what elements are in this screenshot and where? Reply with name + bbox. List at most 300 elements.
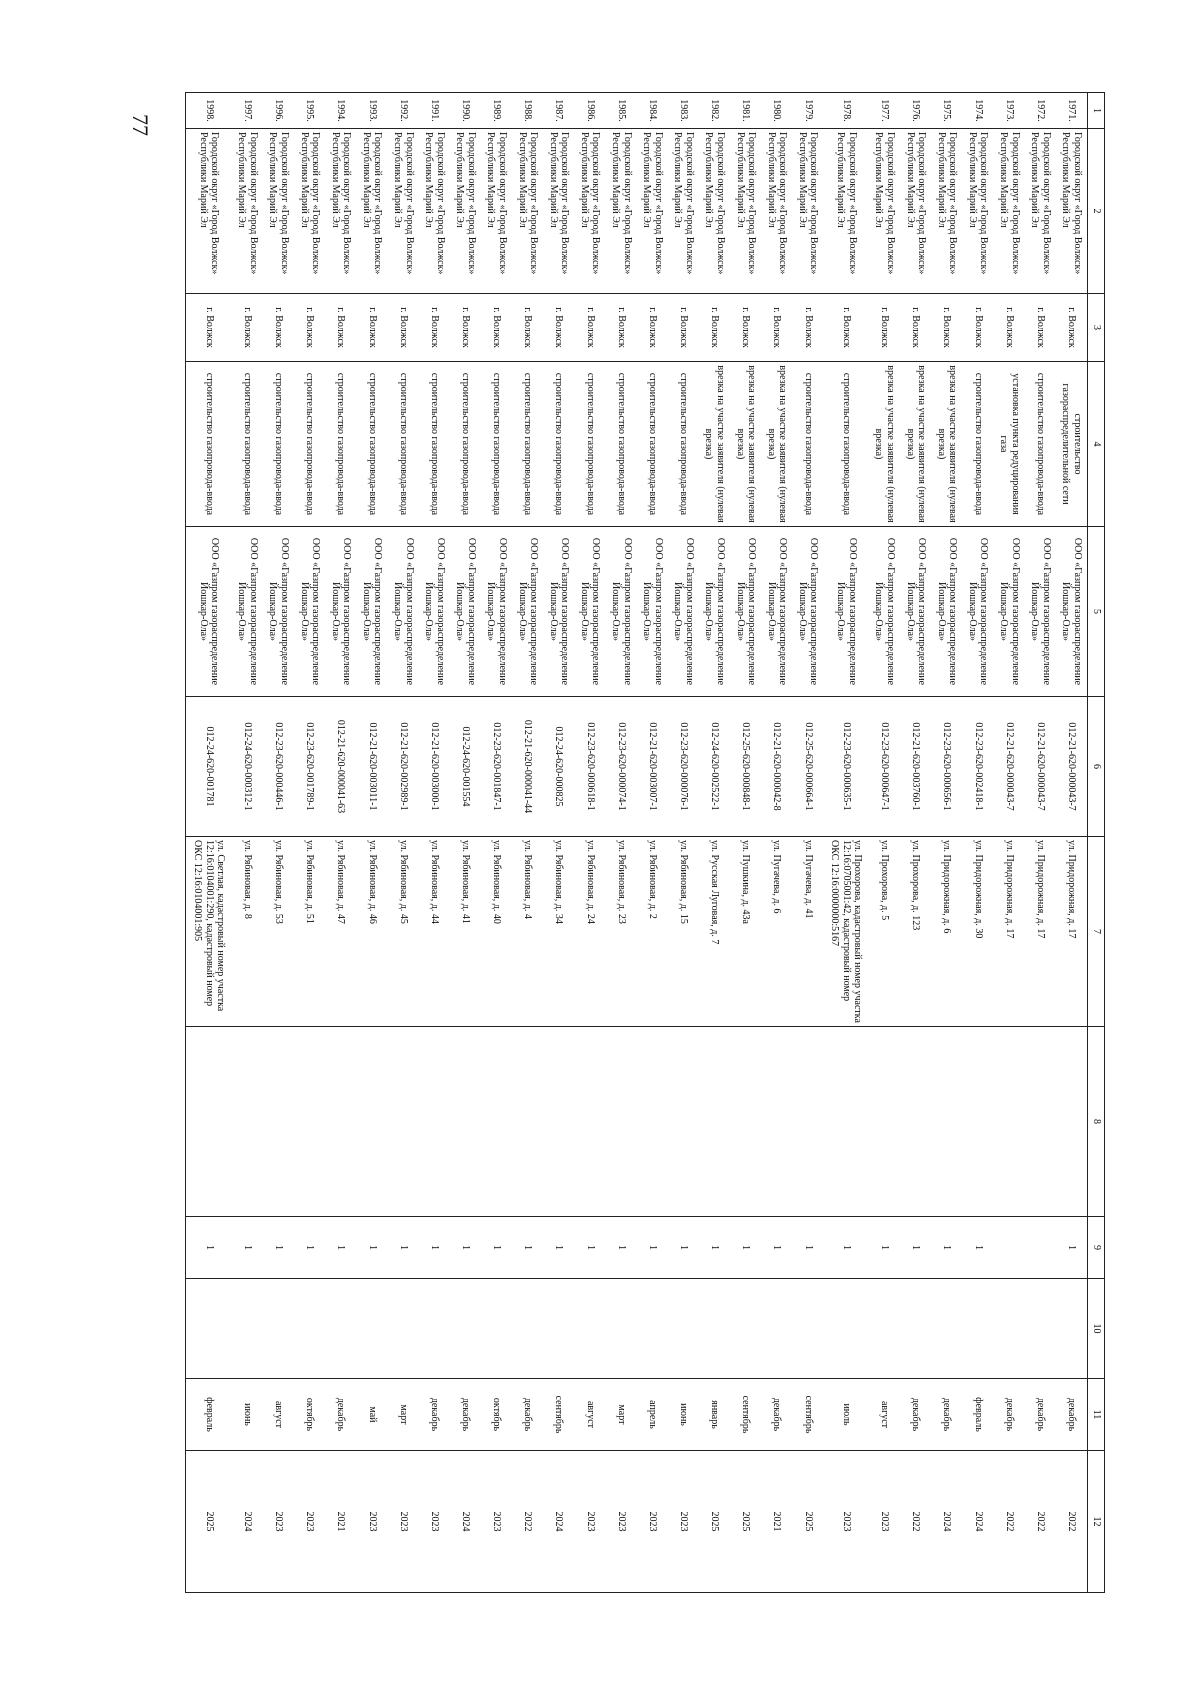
address-cell: ул. Русская Луговая, д. 7 [699,837,730,1027]
work-type-cell: строительство газопровода-ввода [637,362,668,527]
work-type-cell: строительство газопровода-ввода [419,362,450,527]
col10-cell [637,1279,668,1379]
row-number: 1993. [356,93,387,129]
district-cell: Городской округ «Город Волжск» Республики Марий Эл [931,129,962,294]
table-row [419,93,450,1593]
registration-code-cell: 012-24-620-001781 [186,697,232,837]
table-row [699,93,730,1593]
col10-cell [232,1279,263,1379]
district-cell: Городской округ «Город Волжск» Республики Марий Эл [668,129,699,294]
year-cell: 2025 [730,1451,761,1593]
year-cell: 2023 [823,1451,868,1593]
registration-code-cell: 012-24-620-000825 [543,697,574,837]
district-cell: Городской округ «Город Волжск» Республики Марий Эл [605,129,636,294]
col8-cell [730,1027,761,1217]
col8-cell [543,1027,574,1217]
table-row [1056,93,1088,1593]
address-cell: ул. Рябиновая, д. 40 [481,837,512,1027]
col9-cell: 1 [823,1217,868,1279]
year-cell: 2024 [543,1451,574,1593]
city-cell: г. Волжск [823,294,868,362]
row-number: 1979. [792,93,823,129]
col9-cell: 1 [263,1217,294,1279]
col10-cell [356,1279,387,1379]
year-cell: 2022 [512,1451,543,1593]
address-cell: ул. Придорожная, д. 30 [962,837,993,1027]
organization-cell: ООО «Газпром газораспределение Йошкар-Ола» [993,527,1024,697]
table-row [792,93,823,1593]
col8-cell [419,1027,450,1217]
col9-cell: 1 [1056,1217,1088,1279]
organization-cell: ООО «Газпром газораспределение Йошкар-Ола» [263,527,294,697]
registration-code-cell: 012-21-620-000043-7 [993,697,1024,837]
col8-cell [823,1027,868,1217]
organization-cell: ООО «Газпром газораспределение Йошкар-Ола» [186,527,232,697]
organization-cell: ООО «Газпром газораспределение Йошкар-Ола» [730,527,761,697]
row-number: 1984. [637,93,668,129]
year-cell: 2022 [1025,1451,1056,1593]
col10-cell [574,1279,605,1379]
row-number: 1988. [512,93,543,129]
district-cell: Городской округ «Город Волжск» Республики Марий Эл [481,129,512,294]
year-cell: 2023 [574,1451,605,1593]
organization-cell: ООО «Газпром газораспределение Йошкар-Ола» [232,527,263,697]
work-type-cell: строительство газопровода-ввода [387,362,418,527]
organization-cell: ООО «Газпром газораспределение Йошкар-Ола» [1025,527,1056,697]
row-number: 1982. [699,93,730,129]
column-header-12: 12 [1088,1451,1105,1593]
work-type-cell: врезка на участке заявителя (нулевая врезка) [900,362,931,527]
table-row [730,93,761,1593]
district-cell: Городской округ «Город Волжск» Республики Марий Эл [543,129,574,294]
district-cell: Городской округ «Город Волжск» Республики Марий Эл [1025,129,1056,294]
city-cell: г. Волжск [792,294,823,362]
year-cell: 2022 [1056,1451,1088,1593]
col8-cell [962,1027,993,1217]
col9-cell: 1 [900,1217,931,1279]
month-cell: декабрь [419,1379,450,1451]
col8-cell [1056,1027,1088,1217]
year-cell: 2023 [637,1451,668,1593]
col10-cell [993,1279,1024,1379]
col9-cell: 1 [186,1217,232,1279]
col9-cell [1025,1217,1056,1279]
address-cell: ул. Светлая, кадастровый номер участка 12:16:0104001:290, кадастровый номер ОКС 12:16:0104001:905 [186,837,232,1027]
col8-cell [993,1027,1024,1217]
col9-cell: 1 [419,1217,450,1279]
year-cell: 2025 [699,1451,730,1593]
address-cell: ул. Придорожная, д. 17 [1025,837,1056,1027]
registration-code-cell: 012-23-620-001847-1 [481,697,512,837]
row-number: 1998. [186,93,232,129]
column-number-row [1088,93,1105,1593]
year-cell: 2023 [419,1451,450,1593]
city-cell: г. Волжск [637,294,668,362]
city-cell: г. Волжск [962,294,993,362]
registration-code-cell: 012-21-620-003011-1 [356,697,387,837]
district-cell: Городской округ «Город Волжск» Республики Марий Эл [232,129,263,294]
work-type-cell: врезка на участке заявителя (нулевая врезка) [869,362,900,527]
month-cell: сентябрь [792,1379,823,1451]
city-cell: г. Волжск [232,294,263,362]
row-number: 1990. [450,93,481,129]
year-cell: 2023 [605,1451,636,1593]
col10-cell [263,1279,294,1379]
year-cell: 2021 [325,1451,356,1593]
address-cell: ул. Рябиновая, д. 23 [605,837,636,1027]
month-cell: декабрь [761,1379,792,1451]
row-number: 1997. [232,93,263,129]
col9-cell: 1 [668,1217,699,1279]
col8-cell [637,1027,668,1217]
address-cell: ул. Рябиновая, д. 4 [512,837,543,1027]
col10-cell [186,1279,232,1379]
month-cell: июнь [232,1379,263,1451]
table-row [637,93,668,1593]
col9-cell: 1 [761,1217,792,1279]
registration-code-cell: 012-21-620-003760-1 [900,697,931,837]
table-row [931,93,962,1593]
month-cell: декабрь [512,1379,543,1451]
col9-cell: 1 [637,1217,668,1279]
col10-cell [869,1279,900,1379]
col10-cell [419,1279,450,1379]
address-cell: ул. Придорожная, д. 6 [931,837,962,1027]
address-cell: ул. Рябиновая, д. 47 [325,837,356,1027]
organization-cell: ООО «Газпром газораспределение Йошкар-Ола» [761,527,792,697]
col8-cell [481,1027,512,1217]
district-cell: Городской округ «Город Волжск» Республики Марий Эл [419,129,450,294]
row-number: 1975. [931,93,962,129]
address-cell: ул. Рябиновая, д. 51 [294,837,325,1027]
address-cell: ул. Пугачева, д. 41 [792,837,823,1027]
city-cell: г. Волжск [263,294,294,362]
registration-code-cell: 012-21-620-000043-7 [1025,697,1056,837]
row-number: 1996. [263,93,294,129]
col8-cell [605,1027,636,1217]
col10-cell [481,1279,512,1379]
month-cell: январь [699,1379,730,1451]
row-number: 1983. [668,93,699,129]
registration-code-cell: 012-21-620-003007-1 [637,697,668,837]
district-cell: Городской округ «Город Волжск» Республики Марий Эл [869,129,900,294]
row-number: 1980. [761,93,792,129]
city-cell: г. Волжск [419,294,450,362]
district-cell: Городской округ «Город Волжск» Республики Марий Эл [574,129,605,294]
row-number: 1978. [823,93,868,129]
col10-cell [699,1279,730,1379]
year-cell: 2024 [450,1451,481,1593]
col8-cell [232,1027,263,1217]
registration-code-cell: 012-21-620-002989-1 [387,697,418,837]
work-type-cell: врезка на участке заявителя (нулевая врезка) [761,362,792,527]
registration-code-cell: 012-23-620-000656-1 [931,697,962,837]
work-type-cell: врезка на участке заявителя (нулевая врезка) [699,362,730,527]
row-number: 1989. [481,93,512,129]
table-row [761,93,792,1593]
table-row [512,93,543,1593]
month-cell: июнь [668,1379,699,1451]
year-cell: 2023 [356,1451,387,1593]
work-type-cell: строительство газопровода-ввода [481,362,512,527]
row-number: 1985. [605,93,636,129]
address-cell: ул. Придорожная, д. 17 [1056,837,1088,1027]
column-header-2: 2 [1088,129,1105,294]
city-cell: г. Волжск [730,294,761,362]
year-cell: 2023 [294,1451,325,1593]
address-cell: ул. Прохорова, д. 5 [869,837,900,1027]
district-cell: Городской округ «Город Волжск» Республики Марий Эл [512,129,543,294]
col9-cell: 1 [325,1217,356,1279]
month-cell: сентябрь [543,1379,574,1451]
registration-code-cell: 012-21-620-000042-8 [761,697,792,837]
registration-code-cell: 012-23-620-000446-1 [263,697,294,837]
col9-cell: 1 [543,1217,574,1279]
row-number: 1987. [543,93,574,129]
month-cell: март [387,1379,418,1451]
registration-code-cell: 012-23-620-000074-1 [605,697,636,837]
address-cell: ул. Рябиновая, д. 2 [637,837,668,1027]
district-cell: Городской округ «Город Волжск» Республики Марий Эл [792,129,823,294]
registration-code-cell: 012-23-620-000076-1 [668,697,699,837]
city-cell: г. Волжск [993,294,1024,362]
col8-cell [931,1027,962,1217]
city-cell: г. Волжск [481,294,512,362]
col10-cell [792,1279,823,1379]
work-type-cell: строительство газопровода-ввода [823,362,868,527]
column-header-11: 11 [1088,1379,1105,1451]
organization-cell: ООО «Газпром газораспределение Йошкар-Ола» [450,527,481,697]
col8-cell [574,1027,605,1217]
registration-code-cell: 012-25-620-000848-1 [730,697,761,837]
table-row [574,93,605,1593]
column-header-3: 3 [1088,294,1105,362]
organization-cell: ООО «Газпром газораспределение Йошкар-Ола» [356,527,387,697]
col10-cell [543,1279,574,1379]
col9-cell: 1 [387,1217,418,1279]
work-type-cell: строительство газопровода-ввода [605,362,636,527]
col9-cell: 1 [792,1217,823,1279]
col10-cell [668,1279,699,1379]
year-cell: 2024 [931,1451,962,1593]
col10-cell [730,1279,761,1379]
col10-cell [450,1279,481,1379]
address-cell: ул. Рябиновая, д. 41 [450,837,481,1027]
col10-cell [931,1279,962,1379]
district-cell: Городской округ «Город Волжск» Республики Марий Эл [761,129,792,294]
registration-code-cell: 012-24-620-001554 [450,697,481,837]
table-body [186,93,1088,1593]
organization-cell: ООО «Газпром газораспределение Йошкар-Ола» [543,527,574,697]
rotated-table-wrapper [185,92,1105,1592]
address-cell: ул. Рябиновая, д. 53 [263,837,294,1027]
row-number: 1972. [1025,93,1056,129]
col8-cell [263,1027,294,1217]
district-cell: Городской округ «Город Волжск» Республики Марий Эл [263,129,294,294]
city-cell: г. Волжск [574,294,605,362]
col8-cell [186,1027,232,1217]
work-type-cell: врезка на участке заявителя (нулевая врезка) [730,362,761,527]
district-cell: Городской округ «Город Волжск» Республики Марий Эл [730,129,761,294]
address-cell: ул. Рябиновая, д. 34 [543,837,574,1027]
organization-cell: ООО «Газпром газораспределение Йошкар-Ола» [792,527,823,697]
month-cell: декабрь [450,1379,481,1451]
col8-cell [1025,1027,1056,1217]
city-cell: г. Волжск [1025,294,1056,362]
col10-cell [1025,1279,1056,1379]
gas-works-register-table [185,92,1105,1593]
year-cell: 2023 [387,1451,418,1593]
row-number: 1971. [1056,93,1088,129]
registration-code-cell: 012-23-620-000618-1 [574,697,605,837]
table-row [356,93,387,1593]
city-cell: г. Волжск [186,294,232,362]
address-cell: ул. Пугачева, д. 6 [761,837,792,1027]
registration-code-cell: 012-23-620-000635-1 [823,697,868,837]
col9-cell: 1 [962,1217,993,1279]
col9-cell: 1 [512,1217,543,1279]
organization-cell: ООО «Газпром газораспределение Йошкар-Ола» [699,527,730,697]
address-cell: ул. Пушкина, д. 43а [730,837,761,1027]
year-cell: 2023 [263,1451,294,1593]
table-row [450,93,481,1593]
table-row [823,93,868,1593]
col8-cell [294,1027,325,1217]
work-type-cell: строительство газопровода-ввода [294,362,325,527]
organization-cell: ООО «Газпром газораспределение Йошкар-Ола» [605,527,636,697]
month-cell: июль [823,1379,868,1451]
address-cell: ул. Прохорова, д. 123 [900,837,931,1027]
column-header-4: 4 [1088,362,1105,527]
row-number: 1986. [574,93,605,129]
work-type-cell: врезка на участке заявителя (нулевая врезка) [931,362,962,527]
work-type-cell: строительство газопровода-ввода [263,362,294,527]
row-number: 1976. [900,93,931,129]
month-cell: декабрь [900,1379,931,1451]
organization-cell: ООО «Газпром газораспределение Йошкар-Ола» [668,527,699,697]
organization-cell: ООО «Газпром газораспределение Йошкар-Ола» [481,527,512,697]
district-cell: Городской округ «Город Волжск» Республики Марий Эл [1056,129,1088,294]
column-header-6: 6 [1088,697,1105,837]
work-type-cell: строительство газопровода-ввода [668,362,699,527]
table-row [869,93,900,1593]
work-type-cell: строительство газопровода-ввода [356,362,387,527]
work-type-cell: строительство газопровода-ввода [512,362,543,527]
col9-cell: 1 [481,1217,512,1279]
city-cell: г. Волжск [869,294,900,362]
col9-cell [993,1217,1024,1279]
month-cell: май [356,1379,387,1451]
col9-cell: 1 [450,1217,481,1279]
address-cell: ул. Рябиновая, д. 24 [574,837,605,1027]
col10-cell [387,1279,418,1379]
organization-cell: ООО «Газпром газораспределение Йошкар-Ола» [962,527,993,697]
address-cell: ул. Рябиновая, д. 44 [419,837,450,1027]
month-cell: декабрь [325,1379,356,1451]
row-number: 1992. [387,93,418,129]
month-cell: февраль [186,1379,232,1451]
registration-code-cell: 012-21-620-003000-1 [419,697,450,837]
table-row [668,93,699,1593]
col8-cell [387,1027,418,1217]
district-cell: Городской округ «Город Волжск» Республики Марий Эл [294,129,325,294]
year-cell: 2025 [792,1451,823,1593]
city-cell: г. Волжск [931,294,962,362]
col8-cell [668,1027,699,1217]
column-header-7: 7 [1088,837,1105,1027]
work-type-cell: строительство газопровода-ввода [543,362,574,527]
district-cell: Городской округ «Город Волжск» Республики Марий Эл [993,129,1024,294]
city-cell: г. Волжск [543,294,574,362]
table-row [543,93,574,1593]
registration-code-cell: 012-23-620-000647-1 [869,697,900,837]
organization-cell: ООО «Газпром газораспределение Йошкар-Ола» [325,527,356,697]
registration-code-cell: 012-21-620-000041-44 [512,697,543,837]
row-number: 1995. [294,93,325,129]
year-cell: 2022 [900,1451,931,1593]
col8-cell [512,1027,543,1217]
organization-cell: ООО «Газпром газораспределение Йошкар-Ола» [512,527,543,697]
col8-cell [325,1027,356,1217]
month-cell: август [574,1379,605,1451]
row-number: 1991. [419,93,450,129]
row-number: 1977. [869,93,900,129]
work-type-cell: строительство газопровода-ввода [325,362,356,527]
col8-cell [869,1027,900,1217]
col10-cell [900,1279,931,1379]
col10-cell [605,1279,636,1379]
col9-cell: 1 [931,1217,962,1279]
address-cell: ул. Рябиновая, д. 45 [387,837,418,1027]
work-type-cell: строительство газопровода-ввода [186,362,232,527]
month-cell: апрель [637,1379,668,1451]
city-cell: г. Волжск [605,294,636,362]
work-type-cell: строительство газораспределительной сети [1056,362,1088,527]
organization-cell: ООО «Газпром газораспределение Йошкар-Ола» [574,527,605,697]
district-cell: Городской округ «Город Волжск» Республики Марий Эл [637,129,668,294]
month-cell: декабрь [1056,1379,1088,1451]
district-cell: Городской округ «Город Волжск» Республики Марий Эл [325,129,356,294]
registration-code-cell: 012-24-620-002522-1 [699,697,730,837]
district-cell: Городской округ «Город Волжск» Республики Марий Эл [823,129,868,294]
col9-cell: 1 [574,1217,605,1279]
table-row [294,93,325,1593]
city-cell: г. Волжск [450,294,481,362]
month-cell: март [605,1379,636,1451]
work-type-cell: строительство газопровода-ввода [962,362,993,527]
row-number: 1994. [325,93,356,129]
month-cell: октябрь [481,1379,512,1451]
address-cell: ул. Рябиновая, д. 8 [232,837,263,1027]
col8-cell [356,1027,387,1217]
table-row [263,93,294,1593]
row-number: 1973. [993,93,1024,129]
city-cell: г. Волжск [699,294,730,362]
col9-cell: 1 [699,1217,730,1279]
registration-code-cell: 012-21-620-000043-7 [1056,697,1088,837]
col8-cell [900,1027,931,1217]
month-cell: декабрь [1025,1379,1056,1451]
organization-cell: ООО «Газпром газораспределение Йошкар-Ола» [931,527,962,697]
col9-cell: 1 [294,1217,325,1279]
page-number: 77 [128,114,153,136]
city-cell: г. Волжск [900,294,931,362]
city-cell: г. Волжск [294,294,325,362]
month-cell: октябрь [294,1379,325,1451]
table-row [605,93,636,1593]
district-cell: Городской округ «Город Волжск» Республики Марий Эл [387,129,418,294]
registration-code-cell: 012-21-620-000041-63 [325,697,356,837]
